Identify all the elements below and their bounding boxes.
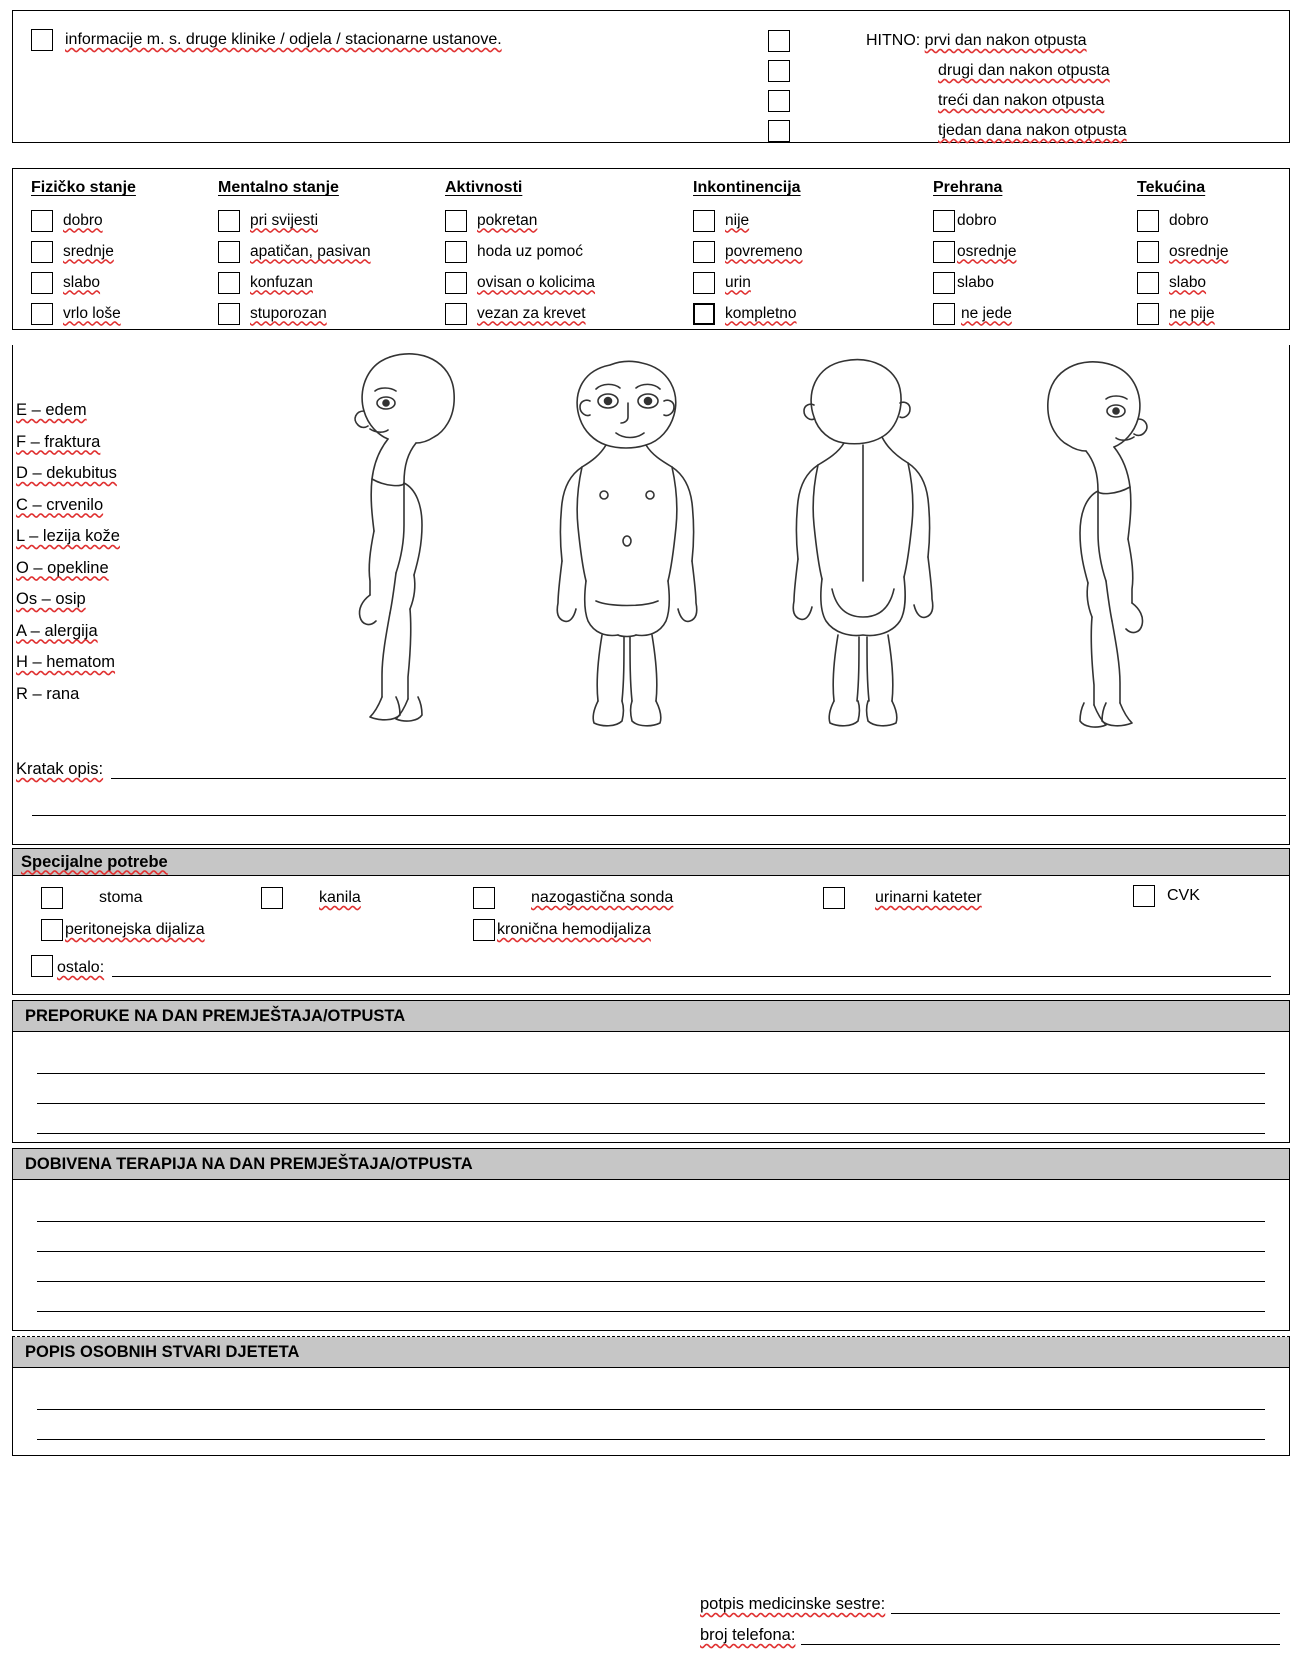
option-row[interactable] [933, 205, 1016, 236]
cvk-checkbox[interactable] [1133, 885, 1155, 907]
section-preporuke-lines [13, 1032, 1289, 1140]
section-popis [12, 1336, 1290, 1456]
legend-item: C – crvenilo [16, 495, 104, 514]
special-needs-row-2 [13, 919, 1289, 951]
cvk-label: CVK [1167, 887, 1200, 904]
legend-item: O – opekline [16, 558, 109, 577]
column-title: Prehrana [933, 179, 1003, 196]
option-row[interactable] [218, 298, 371, 329]
option-checkbox[interactable] [31, 210, 53, 232]
option-label: dobro [63, 211, 103, 229]
urinarni-kateter-checkbox[interactable] [823, 887, 845, 909]
signature-row [700, 1595, 1280, 1614]
special-needs-title-text: Specijalne potrebe [21, 852, 168, 871]
option-checkbox[interactable] [31, 272, 53, 294]
option-row[interactable] [445, 236, 595, 267]
special-need-kronicna-hemodijaliza[interactable] [463, 919, 651, 941]
option-row[interactable] [218, 205, 371, 236]
kratak-opis-area [16, 760, 1286, 816]
option-label: dobro [957, 211, 997, 229]
column-title: Aktivnosti [445, 179, 523, 196]
kanila-label: kanila [319, 889, 361, 906]
option-label: srednje [63, 242, 114, 260]
write-line[interactable] [37, 1380, 1265, 1410]
write-line[interactable] [37, 1192, 1265, 1222]
write-line[interactable] [37, 1104, 1265, 1134]
option-checkbox[interactable] [693, 303, 715, 325]
write-line[interactable] [37, 1252, 1265, 1282]
option-row[interactable] [445, 298, 595, 329]
option-checkbox[interactable] [218, 303, 240, 325]
option-row[interactable] [1137, 298, 1228, 329]
assessment-column-inkontinencija [693, 179, 803, 329]
write-line[interactable] [37, 1222, 1265, 1252]
special-need-stoma[interactable] [31, 887, 143, 909]
peritonejska-dijaliza-checkbox[interactable] [41, 919, 63, 941]
nazogastricna-sonda-checkbox[interactable] [473, 887, 495, 909]
stoma-label: stoma [99, 889, 143, 906]
option-checkbox[interactable] [933, 241, 955, 263]
option-row[interactable] [218, 236, 371, 267]
wound-legend [16, 395, 296, 710]
legend-item: A – alergija [16, 621, 98, 640]
hitno-label-3: treći dan nakon otpusta [938, 92, 1105, 109]
option-label: ne pije [1169, 304, 1215, 322]
column-title: Fizičko stanje [31, 179, 136, 196]
kanila-checkbox[interactable] [261, 887, 283, 909]
option-checkbox[interactable] [31, 303, 53, 325]
legend-item: H – hematom [16, 653, 116, 671]
special-needs-box [12, 848, 1290, 995]
legend-item: D – dekubitus [16, 464, 117, 482]
nazogastricna-sonda-label: nazogastična sonda [531, 889, 674, 906]
option-row[interactable] [693, 298, 803, 329]
assessment-column-aktivnosti [445, 179, 595, 329]
special-needs-other-row [31, 955, 1271, 977]
section-preporuke-title: PREPORUKE NA DAN PREMJEŠTAJA/OTPUSTA [13, 1001, 1289, 1032]
legend-item: R – rana [16, 684, 80, 703]
legend-item: F – fraktura [16, 432, 101, 451]
special-need-cvk[interactable] [1123, 885, 1200, 907]
option-label: kompletno [725, 304, 797, 322]
option-label: ne jede [961, 304, 1012, 322]
option-checkbox[interactable] [1137, 241, 1159, 263]
option-checkbox[interactable] [1137, 210, 1159, 232]
phone-input-line[interactable] [801, 1627, 1280, 1645]
option-row[interactable] [933, 236, 1016, 267]
hitno-row [768, 117, 1127, 145]
assessment-column-tekucina [1137, 179, 1228, 329]
top-info-box [12, 10, 1290, 143]
option-row[interactable] [31, 298, 136, 329]
write-line[interactable] [37, 1044, 1265, 1074]
option-row[interactable] [445, 205, 595, 236]
option-label: urin [725, 273, 751, 291]
info-row [31, 29, 502, 51]
special-need-peritonejska-dijaliza[interactable] [31, 919, 205, 941]
option-checkbox[interactable] [218, 272, 240, 294]
option-label: nije [725, 211, 750, 229]
option-row[interactable] [693, 236, 803, 267]
special-needs-title [13, 849, 1289, 876]
option-label: vrlo loše [63, 304, 121, 322]
info-label: informacije m. s. druge klinike / odjela / stacionarne ustanove. [65, 31, 502, 48]
option-label: slabo [957, 273, 995, 291]
option-label: osrednje [1169, 242, 1229, 260]
body-figures [300, 345, 1290, 745]
column-title: Mentalno stanje [218, 179, 339, 196]
section-popis-lines [13, 1368, 1289, 1446]
section-popis-title: POPIS OSOBNIH STVARI DJETETA [13, 1337, 1289, 1368]
option-checkbox[interactable] [693, 210, 715, 232]
special-need-kanila[interactable] [251, 887, 361, 909]
write-line[interactable] [37, 1410, 1265, 1440]
option-label: hoda uz pomoć [477, 242, 583, 260]
phone-label: broj telefona: [700, 1626, 796, 1644]
hitno-row [768, 87, 1127, 115]
option-row[interactable] [218, 267, 371, 298]
special-need-nazogastricna-sonda[interactable] [463, 887, 673, 909]
hitno-checkbox-3[interactable] [768, 90, 790, 112]
hitno-label-2: drugi dan nakon otpusta [938, 62, 1110, 79]
option-checkbox[interactable] [218, 241, 240, 263]
kratak-opis-line-2[interactable] [32, 815, 1286, 816]
hitno-row [768, 57, 1127, 85]
option-row[interactable] [693, 205, 803, 236]
section-terapija-lines [13, 1180, 1289, 1318]
assessment-column-prehrana [933, 179, 1016, 329]
option-row[interactable] [933, 298, 1016, 329]
body-figures-svg [300, 345, 1290, 745]
option-checkbox[interactable] [445, 272, 467, 294]
section-terapija [12, 1148, 1290, 1331]
option-label: apatičan, pasivan [250, 242, 371, 260]
option-checkbox[interactable] [31, 241, 53, 263]
assessment-box [12, 168, 1290, 330]
option-checkbox[interactable] [693, 241, 715, 263]
kronicna-hemodijaliza-checkbox[interactable] [473, 919, 495, 941]
hitno-checkbox-2[interactable] [768, 60, 790, 82]
option-label: slabo [63, 273, 101, 291]
option-checkbox[interactable] [933, 210, 955, 232]
option-row[interactable] [445, 267, 595, 298]
option-label: konfuzan [250, 273, 313, 291]
option-row[interactable] [31, 236, 136, 267]
option-row[interactable] [1137, 267, 1228, 298]
peritonejska-dijaliza-label: peritonejska dijaliza [65, 921, 205, 938]
legend-item: E – edem [16, 401, 87, 419]
legend-item: L – lezija kože [16, 527, 120, 545]
option-label: pri svijesti [250, 211, 319, 229]
assessment-column-mentalno [218, 179, 371, 329]
option-checkbox[interactable] [1137, 303, 1159, 325]
phone-row [700, 1626, 1280, 1645]
write-line[interactable] [37, 1282, 1265, 1312]
option-label: vezan za krevet [477, 304, 586, 322]
info-checkbox[interactable] [31, 29, 53, 51]
urinarni-kateter-label: urinarni kateter [875, 889, 982, 906]
option-label: stuporozan [250, 304, 327, 322]
hitno-label-4: tjedan dana nakon otpusta [938, 122, 1127, 139]
option-label: povremeno [725, 242, 803, 260]
option-label: slabo [1169, 273, 1207, 291]
option-row[interactable] [31, 267, 136, 298]
kratak-opis-label: Kratak opis: [16, 760, 104, 778]
option-row[interactable] [31, 205, 136, 236]
option-label: pokretan [477, 211, 538, 229]
ostalo-checkbox[interactable] [31, 955, 53, 977]
hitno-row [768, 27, 1127, 55]
signature-label: potpis medicinske sestre: [700, 1595, 886, 1613]
column-title: Inkontinencija [693, 179, 801, 196]
assessment-column-fizicko [31, 179, 136, 329]
section-terapija-title: DOBIVENA TERAPIJA NA DAN PREMJEŠTAJA/OTPUSTA [13, 1149, 1289, 1180]
hitno-checkbox-1[interactable] [768, 30, 790, 52]
hitno-label-1: HITNO: prvi dan nakon otpusta [866, 32, 1087, 49]
option-row[interactable] [1137, 236, 1228, 267]
option-checkbox[interactable] [1137, 272, 1159, 294]
kronicna-hemodijaliza-label: kronična hemodijaliza [497, 921, 651, 938]
option-label: ovisan o kolicima [477, 273, 596, 291]
ostalo-label: ostalo: [57, 959, 105, 976]
section-preporuke [12, 1000, 1290, 1143]
column-title: Tekućina [1137, 179, 1206, 196]
ostalo-input-line[interactable] [112, 960, 1271, 977]
stoma-checkbox[interactable] [41, 887, 63, 909]
footer-signature-block [700, 1595, 1280, 1657]
special-need-urinarni-kateter[interactable] [813, 887, 982, 909]
option-checkbox[interactable] [445, 241, 467, 263]
hitno-checkbox-4[interactable] [768, 120, 790, 142]
write-line[interactable] [37, 1074, 1265, 1104]
kratak-opis-line-1[interactable] [111, 760, 1286, 779]
option-checkbox[interactable] [933, 303, 955, 325]
option-checkbox[interactable] [445, 303, 467, 325]
option-checkbox[interactable] [218, 210, 240, 232]
option-row[interactable] [933, 267, 1016, 298]
option-label: osrednje [957, 242, 1017, 260]
option-checkbox[interactable] [445, 210, 467, 232]
special-needs-row-1 [13, 883, 1289, 917]
legend-item: Os – osip [16, 590, 86, 608]
hitno-group [768, 27, 1127, 147]
option-row[interactable] [693, 267, 803, 298]
option-checkbox[interactable] [693, 272, 715, 294]
option-row[interactable] [1137, 205, 1228, 236]
option-checkbox[interactable] [933, 272, 955, 294]
signature-input-line[interactable] [891, 1596, 1280, 1614]
option-label: dobro [1169, 211, 1209, 229]
